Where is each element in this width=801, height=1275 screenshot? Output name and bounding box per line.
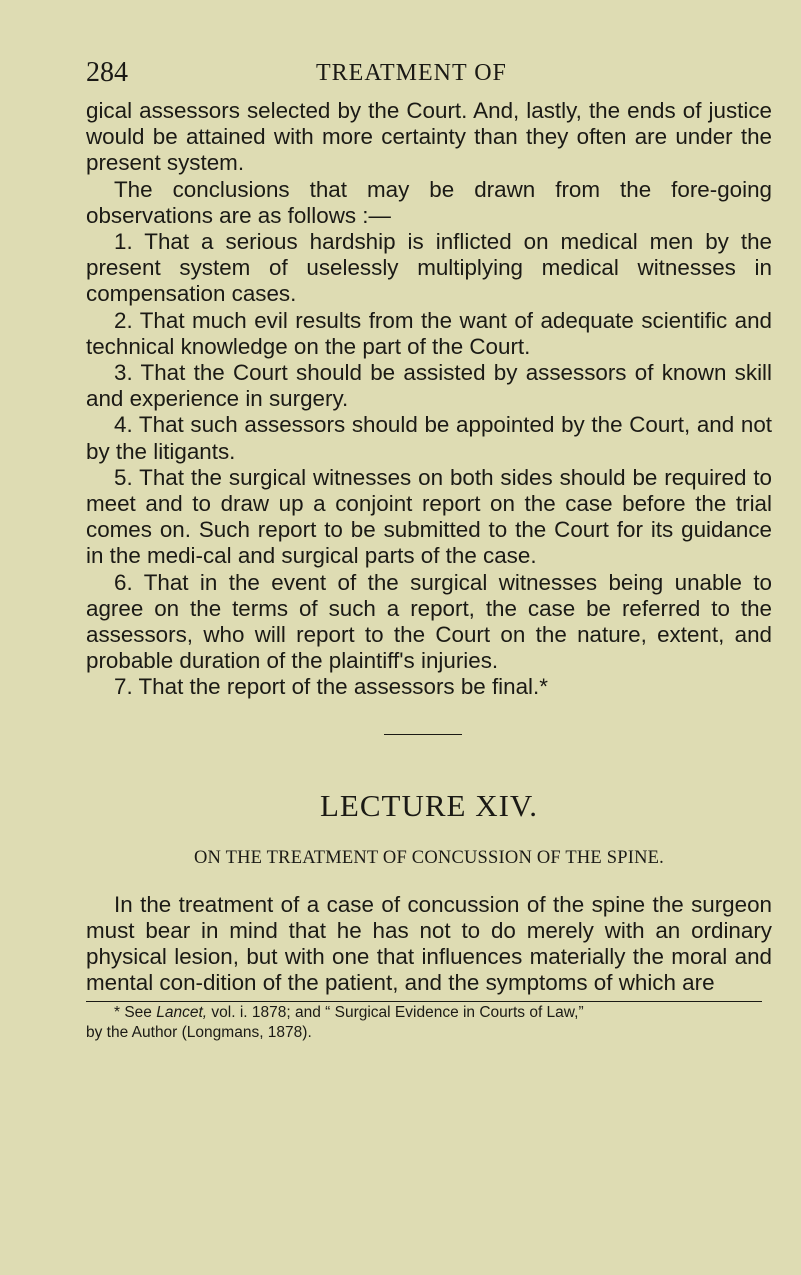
lecture-subtitle: ON THE TREATMENT OF CONCUSSION OF THE SPINE. xyxy=(194,847,664,868)
conclusion-item: 3. That the Court should be assisted by assessors of known skill and experience in surgery. xyxy=(86,360,772,412)
conclusion-item: 7. That the report of the assessors be final.* xyxy=(114,674,548,700)
section-divider xyxy=(384,734,462,735)
paragraph: In the treatment of a case of concussion of the spine the surgeon must bear in mind that he has not to do merely with an ordinary physical lesion, but with one that influences materially the moral and mental con-dition of the patient, and the symptoms of which are xyxy=(86,891,772,996)
footnote-reference: vol. i. 1878; and “ Surgical Evidence in Courts of Law,” xyxy=(211,1004,584,1022)
conclusion-item: 6. That in the event of the surgical witnesses being unable to agree on the terms of such a report, the case be referred to the assessors, who will report to the Court on the nature, extent, and probable duration of the plaintiff's injuries. xyxy=(86,569,772,674)
book-page xyxy=(86,56,772,1043)
page-number: 284 xyxy=(86,57,128,88)
running-title: TREATMENT OF xyxy=(316,60,507,86)
conclusion-item: 5. That the surgical witnesses on both sides should be required to meet and to draw up a conjoint report on the case before the trial comes on. Such report to be submitted to the Court for its guidance in the medi-cal and surgical parts of the case. xyxy=(86,464,772,569)
paragraph: gical assessors selected by the Court. And, lastly, the ends of justice would be attained with more certainty than they often are under the present system. xyxy=(86,98,772,176)
footnote-journal: Lancet, xyxy=(156,1004,208,1022)
running-header xyxy=(86,56,772,90)
conclusion-item: 1. That a serious hardship is inflicted on medical men by the present system of uselessly multiplying medical witnesses in compensation cases. xyxy=(86,229,772,307)
conclusion-item: 2. That much evil results from the want of adequate scientific and technical knowledge on the part of the Court. xyxy=(86,307,772,359)
footnote-line xyxy=(86,1003,772,1023)
footnote-divider xyxy=(86,1001,762,1002)
footnote xyxy=(86,1003,772,1043)
lecture-body xyxy=(86,892,772,997)
body-text xyxy=(86,98,772,701)
conclusion-item: 4. That such assessors should be appointed by the Court, and not by the litigants. xyxy=(86,412,772,464)
footnote-line: by the Author (Longmans, 1878). xyxy=(86,1024,312,1042)
paragraph: The conclusions that may be drawn from the fore-going observations are as follows :— xyxy=(86,176,772,228)
lecture-title: LECTURE XIV. xyxy=(319,787,539,823)
footnote-marker: * See xyxy=(114,1004,152,1022)
